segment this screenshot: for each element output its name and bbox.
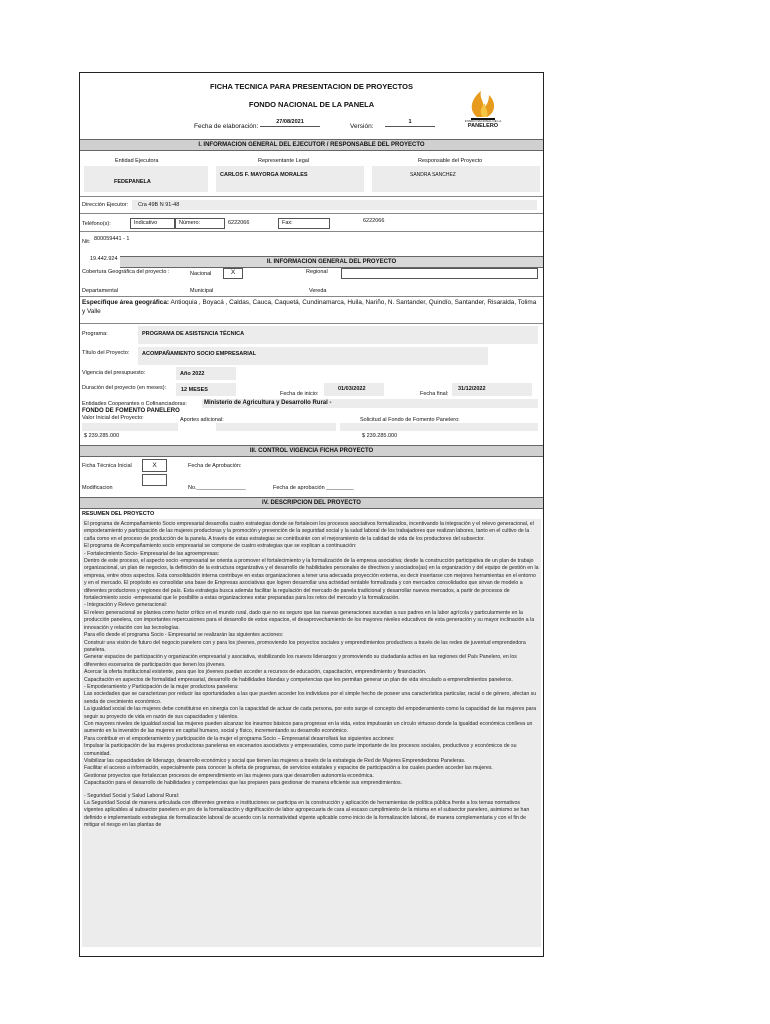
summary-paragraph: Para ello desde el programa Socio - Empresarial se realizarán las siguientes acciones: (84, 632, 284, 639)
summary-paragraph: Gestionar proyectos que fortalezcan procesos de emprendimiento en las mujeres para que desarrollen autonomía económica. (84, 772, 374, 779)
divider (80, 213, 543, 214)
summary-paragraph: Para contribuir en el empoderamiento y participación de la mujer el programa Socio – Empresarial desarrollará las siguientes acciones: (84, 735, 395, 742)
address-value: Cra 49B N 91-48 (138, 202, 180, 208)
fondo-panelero-logo (463, 83, 503, 133)
cofunders-label: Entidades Cooperantes o Cofinanciadoras: (82, 401, 187, 407)
summary-paragraph: Acercar la oferta institucional existente, para que los jóvenes puedan acceder a recursos de educación, capacitación, emprendimiento y financiación. (84, 669, 427, 676)
numero-label: Número: (179, 220, 201, 226)
nit-value[interactable]: 800059441 - 1 (94, 236, 130, 242)
start-date-value: 01/03/2022 (338, 386, 366, 392)
regional-field[interactable] (341, 268, 538, 279)
version-label: Versión: (350, 123, 374, 130)
cofunders-value: Ministerio de Agricultura y Desarrollo Rural - (204, 400, 332, 406)
regional-label: Regional (306, 269, 328, 275)
program-label: Programa: (82, 331, 108, 337)
requested-value: $ 239.285.000 (362, 433, 398, 439)
legal-rep-value: CARLOS F. MAYORGA MORALES (220, 172, 308, 178)
executor-value: FEDEPANELA (114, 179, 151, 185)
modification-number[interactable]: No.________________ (188, 485, 246, 491)
nit-label: Nit: (82, 239, 91, 245)
section-1-header: I. INFORMACION GENERAL DEL EJECUTOR / RESPONSABLE DEL PROYECTO (80, 139, 543, 151)
divider (80, 296, 543, 297)
form-subtitle: FONDO NACIONAL DE LA PANELA (248, 100, 375, 109)
area-value: Antioquia , Boyacá , Caldas, Cauca, Caquetá, Cundinamarca, Huila, Nariño, N. Santander, Quindío, Santander, Risaralda, Tolima y Valle (82, 299, 537, 315)
summary-paragraph: Construir una visión de futuro del negocio panelero con y para los jóvenes, promoviendo los proyectos sociales y emprendimientos productivos a través de las redes de juventud emprendedora panelera. (84, 639, 526, 653)
summary-paragraph: El programa de Acompañamiento socio empresarial se compone de cuatro estrategias que se explican a continuación: (84, 543, 357, 550)
summary-paragraph: Generar espacios de participación y organización empresarial y asociativa, visibilizando los nuevos liderazgos y promoviendo su ciudadanía activa en las regiones del País Panelero, en los diferentes escenarios de participación que tienen los jóvenes. (84, 654, 517, 668)
reference-number: 19.442.924 (90, 256, 118, 262)
date-field[interactable]: 27/08/2021 (260, 119, 320, 127)
requested-label: Solicitud al Fondo de Fomento Panelero: (360, 417, 460, 423)
executor-label: Entidad Ejecutora (115, 158, 159, 164)
duration-label: Duración del proyecto (en meses): (82, 385, 167, 391)
phone-value: 6222066 (228, 220, 250, 226)
budget-validity-value: Año 2022 (180, 371, 205, 377)
summary-paragraph: La Seguridad Social de manera articulada con diferentes gremios e instituciones se participa en la construcción y aplicación de herramientas de política pública frente a los temas normativos vigentes aplicables al subsector panelero en pro de la formalización y dignificación de labor agropecuaria de cara al escaso cumplimiento de la misma en el subsector panelero, asimismo se han definido e implementado estrategias de formalización laboral de acuerdo con la normatividad vigente aplicable como inicio de la formalización laboral, de manera complementaria y con el fin de mitigar el riesgo en las plantas de (84, 800, 530, 829)
indicativo-label: Indicativo (134, 220, 158, 226)
divider (80, 231, 543, 232)
duration-value: 12 MESES (181, 387, 208, 393)
modification-label: Modificacion (82, 485, 113, 491)
fax-value: 6222066 (363, 218, 385, 224)
responsible-label: Responsable del Proyecto (418, 158, 483, 164)
divider (80, 323, 543, 324)
additional-label: Aportes adicional: (180, 417, 224, 423)
address-label: Dirección Ejecutor: (82, 202, 129, 208)
summary-paragraph: Capacitación en aspectos de formalidad empresarial, desarrollo de habilidades blandas y competencias que les permitan generar un plan de vida vinculado a emprendimientos paneleros. (84, 676, 513, 683)
summary-paragraph: - Integración y Relevo generacional: (84, 602, 168, 609)
summary-paragraph: Facilitar el acceso a información, especialmente para conocer la oferta de programas, de servicios estatales y espacios de participación a los cuales pueden acceder las mujeres. (84, 765, 493, 772)
municipal-label: Municipal (190, 288, 214, 294)
modification-approval-date[interactable]: Fecha de aprobación _________ (273, 485, 354, 491)
summary-paragraph: Con mayores niveles de igualdad social las mujeres pueden alcanzar los insumos básicos para progresar en la vida, estos impulsarán un círculo virtuoso donde la igualdad económica conlleva un aumento en la inversión de las mujeres en capital humano, social y físico, incrementando su desarrollo económico. (84, 720, 533, 735)
requested-field[interactable] (340, 423, 538, 431)
start-date-label: Fecha de inicio: (280, 391, 319, 397)
section-2-header: II. INFORMACION GENERAL DEL PROYECTO (120, 256, 543, 268)
responsible-value: SANDRA SANCHEZ (410, 172, 456, 178)
summary-label: RESUMEN DEL PROYECTO (82, 511, 155, 517)
summary-paragraph: Impulsar la participación de las mujeres productoras paneleras en escenarios asociativos y empresariales, como parte importante de los procesos sociales, productivos y económicos de su comunidad. (84, 743, 517, 757)
departamental-label: Departamental (82, 288, 119, 294)
summary-paragraph: - Seguridad Social y Salud Laboral Rural: (84, 792, 180, 799)
logo-caption: PANELERO (467, 123, 499, 129)
summary-text (84, 521, 539, 830)
summary-paragraph: Dentro de este proceso, el aspecto socio -empresarial se orienta a promover el fortalecimiento y la formalización de la empresa asociativa; desde la construcción participativa de un plan de trabajo organizacional, un plan de negocios, la definición de la estructura organizativa y el desarrollo de habilidades personales de directivos y asociados(as) en la organización y del equipo de gestión en la empresa, entre otros aspectos. Esta consolidación interna contribuye en estas organizaciones a tener una adecuada proyección externa, es decir insertarse con mejores herramientas en el entorno y en el mercado. El propósito es consolidar una base de Empresas asociativas que logren desarrollar una actividad rentable formalizada y con mercados consolidados que sirvan de modelo a diferentes productores y regiones del país. Esta estrategia busca además facilitar la regulación del mercado de panela tradicional y desarrollar nuevos mercados, a partir de procesos de fortalecimiento socio -empresarial que le posibilite a estas organizaciones estar preparadas para los retos del mercado y la formalización. (84, 558, 539, 602)
summary-paragraph: - Empoderamiento y Participación de la mujer productora panelera: (84, 683, 239, 690)
section-3-header: III. CONTROL VIGENCIA FICHA PROYECTO (80, 445, 543, 457)
initial-value: $ 239.285.000 (84, 433, 120, 439)
project-title-value: ACOMPAÑAMIENTO SOCIO EMPRESARIAL (142, 351, 257, 357)
legal-rep-label: Representante Legal (258, 158, 310, 164)
budget-validity-label: Vigencia del presupuesto: (82, 370, 146, 376)
divider (80, 196, 543, 197)
initial-value-field[interactable] (82, 423, 178, 431)
approval-date-label: Fecha de Aprobación: (188, 463, 242, 469)
cofunders-value-2: FONDO DE FOMENTO PANELERO (82, 408, 180, 414)
flame-logo-icon (463, 83, 503, 123)
fax-label: Fax: (282, 220, 293, 226)
end-date-label: Fecha final: (420, 391, 449, 397)
form-title: FICHA TECNICA PARA PRESENTACION DE PROYECTOS (210, 82, 413, 91)
geographic-area[interactable] (82, 298, 537, 316)
summary-paragraph: La igualdad social de las mujeres debe constituirse en sinergia con la capacidad de actuar de cada persona, por esto surge el concepto del empoderamiento como la capacidad de las mujeres para seguir su proyecto de vida en razón de sus capacidades y talentos. (84, 706, 537, 720)
vereda-label: Vereda (309, 288, 327, 294)
responsible-field[interactable] (372, 166, 540, 192)
address-field[interactable] (132, 200, 537, 210)
additional-field[interactable] (216, 423, 336, 431)
modification-checkbox[interactable] (142, 474, 167, 486)
initial-sheet-label: Ficha Técnica Inicial (82, 463, 132, 469)
end-date-value: 31/12/2022 (458, 386, 486, 392)
area-label: Especifique área geográfica: (82, 299, 170, 306)
summary-paragraph: Capacitación para el desarrollo de habilidades y competencias que las preparen para gestionar de manera eficiente sus emprendimientos. (84, 780, 403, 787)
summary-paragraph: El programa de Acompañamiento Socio empresarial desarrolla cuatro estrategias donde se fortalecen los procesos asociativos formalizados, incentivando la integración y el relevo generacional, el empoderamiento y participación de las mujeres productoras y la promoción y prevención de la seguridad social y la salud laboral de los trabajadores que realizan labores, tanto en el cultivo de la caña como en el proceso de producción de la panela. A través de estas estrategias se contribuirán con el mejoramiento de la calidad de vida de los productores del subsector. (84, 521, 534, 542)
legal-rep-field[interactable] (216, 166, 364, 192)
version-field[interactable]: 1 (385, 119, 435, 127)
initial-sheet-checkbox[interactable]: X (142, 459, 167, 472)
project-summary (80, 509, 543, 947)
summary-paragraph: El relevo generacional se plantea como factor crítico en el mundo rural, dado que no es seguro que las nuevas generaciones sucedan a sus padres en la labor agrícola y particularmente en la producción panelera, con importantes repercusiones para el desarrollo de estos espacios, el desaprovechamiento de los mayores niveles educativos de esta generación y su mayor inclinación a la innovación y relación con las tecnologías. (84, 609, 535, 631)
initial-value-label: Valor Inicial del Proyecto: (82, 415, 144, 421)
logo-caption-top: FONDO NACIONAL DE LA (464, 119, 502, 123)
summary-paragraph: Las sociedades que se caracterizan por reducir las oportunidades a las que pueden acceder los individuos por el simple hecho de poseer una característica particular, racial o de género, afectan su senda de crecimiento económico. (84, 691, 537, 705)
program-value: PROGRAMA DE ASISTENCIA TÉCNICA (142, 331, 245, 337)
phone-label: Teléfono(s): (82, 221, 111, 227)
project-form-sheet (79, 72, 544, 957)
section-4-header: IV. DESCRIPCION DEL PROYECTO (80, 497, 543, 509)
project-title-label: Título del Proyecto: (82, 350, 130, 356)
date-label: Fecha de elaboración: (194, 123, 259, 130)
coverage-label: Cobertura Geográfica del proyecto : (82, 269, 170, 275)
summary-paragraph: Visibilizar las capacidades de liderazgo, desarrollo económico y social que tienen las mujeres a través de la estrategia de Red de Mujeres Emprendedoras Paneleras. (84, 758, 466, 764)
nacional-label: Nacional (190, 271, 212, 277)
nacional-checkbox[interactable]: X (223, 268, 243, 279)
summary-paragraph: - Fortalecimiento Socio- Empresarial de las agroempresas: (84, 550, 220, 557)
